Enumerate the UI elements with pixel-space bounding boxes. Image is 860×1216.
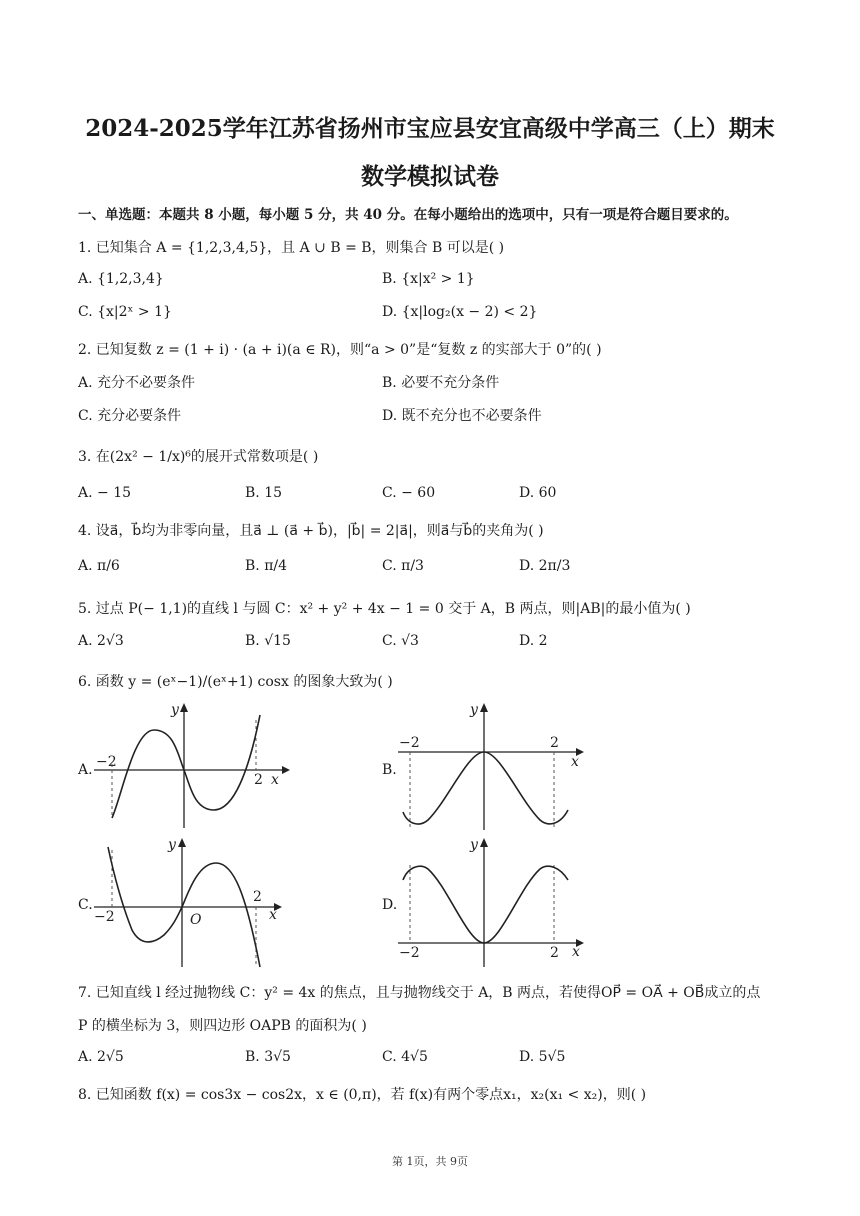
question-3-stem: 3. 在(2x² − 1/x)⁶的展开式常数项是( ) (78, 449, 319, 465)
graph-c-y-label: y (168, 837, 176, 853)
graph-d-y-label: y (470, 837, 478, 853)
q1-option-a: A. {1,2,3,4} (78, 271, 164, 287)
graph-c (94, 835, 294, 970)
q2-option-c: C. 充分必要条件 (78, 408, 182, 424)
graph-b-y-label: y (470, 702, 478, 718)
q3-option-a: A. − 15 (78, 485, 132, 501)
section-header: 一、单选题：本题共 8 小题，每小题 5 分，共 40 分。在每小题给出的选项中，只有一项是符合题目要求的。 (78, 207, 738, 223)
q5-option-b: B. √15 (245, 633, 291, 649)
q3-option-b: B. 15 (245, 485, 283, 501)
question-4-stem: 4. 设a⃗，b⃗均为非零向量，且a⃗ ⊥ (a⃗ + b⃗)，|b⃗| = 2|a⃗|，则a⃗与b⃗的夹角为( ) (78, 523, 544, 539)
graph-c-x-label: x (269, 907, 277, 923)
q3-option-d: D. 60 (519, 485, 557, 501)
paper-title-line1: 2024-2025学年江苏省扬州市宝应县安宜高级中学高三（上）期末 (85, 115, 775, 142)
graph-c-origin-label: O (190, 912, 202, 928)
q5-option-d: D. 2 (519, 633, 548, 649)
question-8-stem: 8. 已知函数 f(x) = cos3x − cos2x，x ∈ (0,π)，若 f(x)有两个零点x₁，x₂(x₁ < x₂)，则( ) (78, 1087, 647, 1103)
q2-option-a: A. 充分不必要条件 (78, 375, 196, 391)
q6-option-a: A. (78, 762, 93, 778)
q4-option-c: C. π/3 (382, 558, 424, 574)
question-6-stem: 6. 函数 y = (eˣ−1)/(eˣ+1) cosx 的图象大致为( ) (78, 674, 393, 690)
graph-d-x-label: x (572, 944, 580, 960)
graph-d (398, 835, 588, 970)
question-2-stem: 2. 已知复数 z = (1 + i) · (a + i)(a ∈ R)，则“a > 0”是“复数 z 的实部大于 0”的( ) (78, 342, 602, 358)
q2-option-d: D. 既不充分也不必要条件 (382, 408, 542, 424)
graph-a-y-label: y (171, 702, 179, 718)
question-7-stem: 7. 已知直线 l 经过抛物线 C：y² = 4x 的焦点，且与抛物线交于 A，B 两点，若使得OP⃗ = OA⃗ + OB⃗成立的点 (78, 985, 761, 1001)
graph-c-neg2-label: −2 (94, 909, 115, 925)
graph-b (398, 700, 588, 830)
graph-a-x-label: x (271, 772, 279, 788)
graph-b-neg2-label: −2 (399, 735, 420, 751)
q6-option-c: C. (78, 897, 93, 913)
question-7-stem-line2: P 的横坐标为 3，则四边形 OAPB 的面积为( ) (78, 1018, 367, 1034)
graph-a-pos2-label: 2 (254, 772, 263, 788)
q7-option-b: B. 3√5 (245, 1049, 291, 1065)
graph-b-pos2-label: 2 (550, 735, 559, 751)
graph-a-neg2-label: −2 (96, 754, 117, 770)
q7-option-a: A. 2√5 (78, 1049, 124, 1065)
graph-d-neg2-label: −2 (399, 945, 420, 961)
graph-c-pos2-label: 2 (253, 889, 262, 905)
q1-option-b: B. {x|x² > 1} (382, 271, 475, 287)
q2-option-b: B. 必要不充分条件 (382, 375, 500, 391)
graph-d-pos2-label: 2 (550, 945, 559, 961)
q6-option-b: B. (382, 762, 397, 778)
q1-option-d: D. {x|log₂(x − 2) < 2} (382, 304, 538, 320)
page-footer: 第 1页，共 9页 (392, 1155, 468, 1168)
graph-b-x-label: x (571, 754, 579, 770)
question-5-stem: 5. 过点 P(− 1,1)的直线 l 与圆 C：x² + y² + 4x − 1 = 0 交于 A，B 两点，则|AB|的最小值为( ) (78, 601, 691, 617)
q1-option-c: C. {x|2ˣ > 1} (78, 304, 172, 320)
q3-option-c: C. − 60 (382, 485, 436, 501)
q7-option-c: C. 4√5 (382, 1049, 428, 1065)
q5-option-c: C. √3 (382, 633, 419, 649)
q5-option-a: A. 2√3 (78, 633, 124, 649)
q4-option-a: A. π/6 (78, 558, 120, 574)
graph-a (94, 700, 294, 830)
q7-option-d: D. 5√5 (519, 1049, 566, 1065)
question-1-stem: 1. 已知集合 A = {1,2,3,4,5}，且 A ∪ B = B，则集合 B 可以是( ) (78, 240, 505, 256)
q4-option-d: D. 2π/3 (519, 558, 571, 574)
q6-option-d: D. (382, 897, 398, 913)
paper-title-line2: 数学模拟试卷 (361, 163, 499, 190)
q4-option-b: B. π/4 (245, 558, 288, 574)
